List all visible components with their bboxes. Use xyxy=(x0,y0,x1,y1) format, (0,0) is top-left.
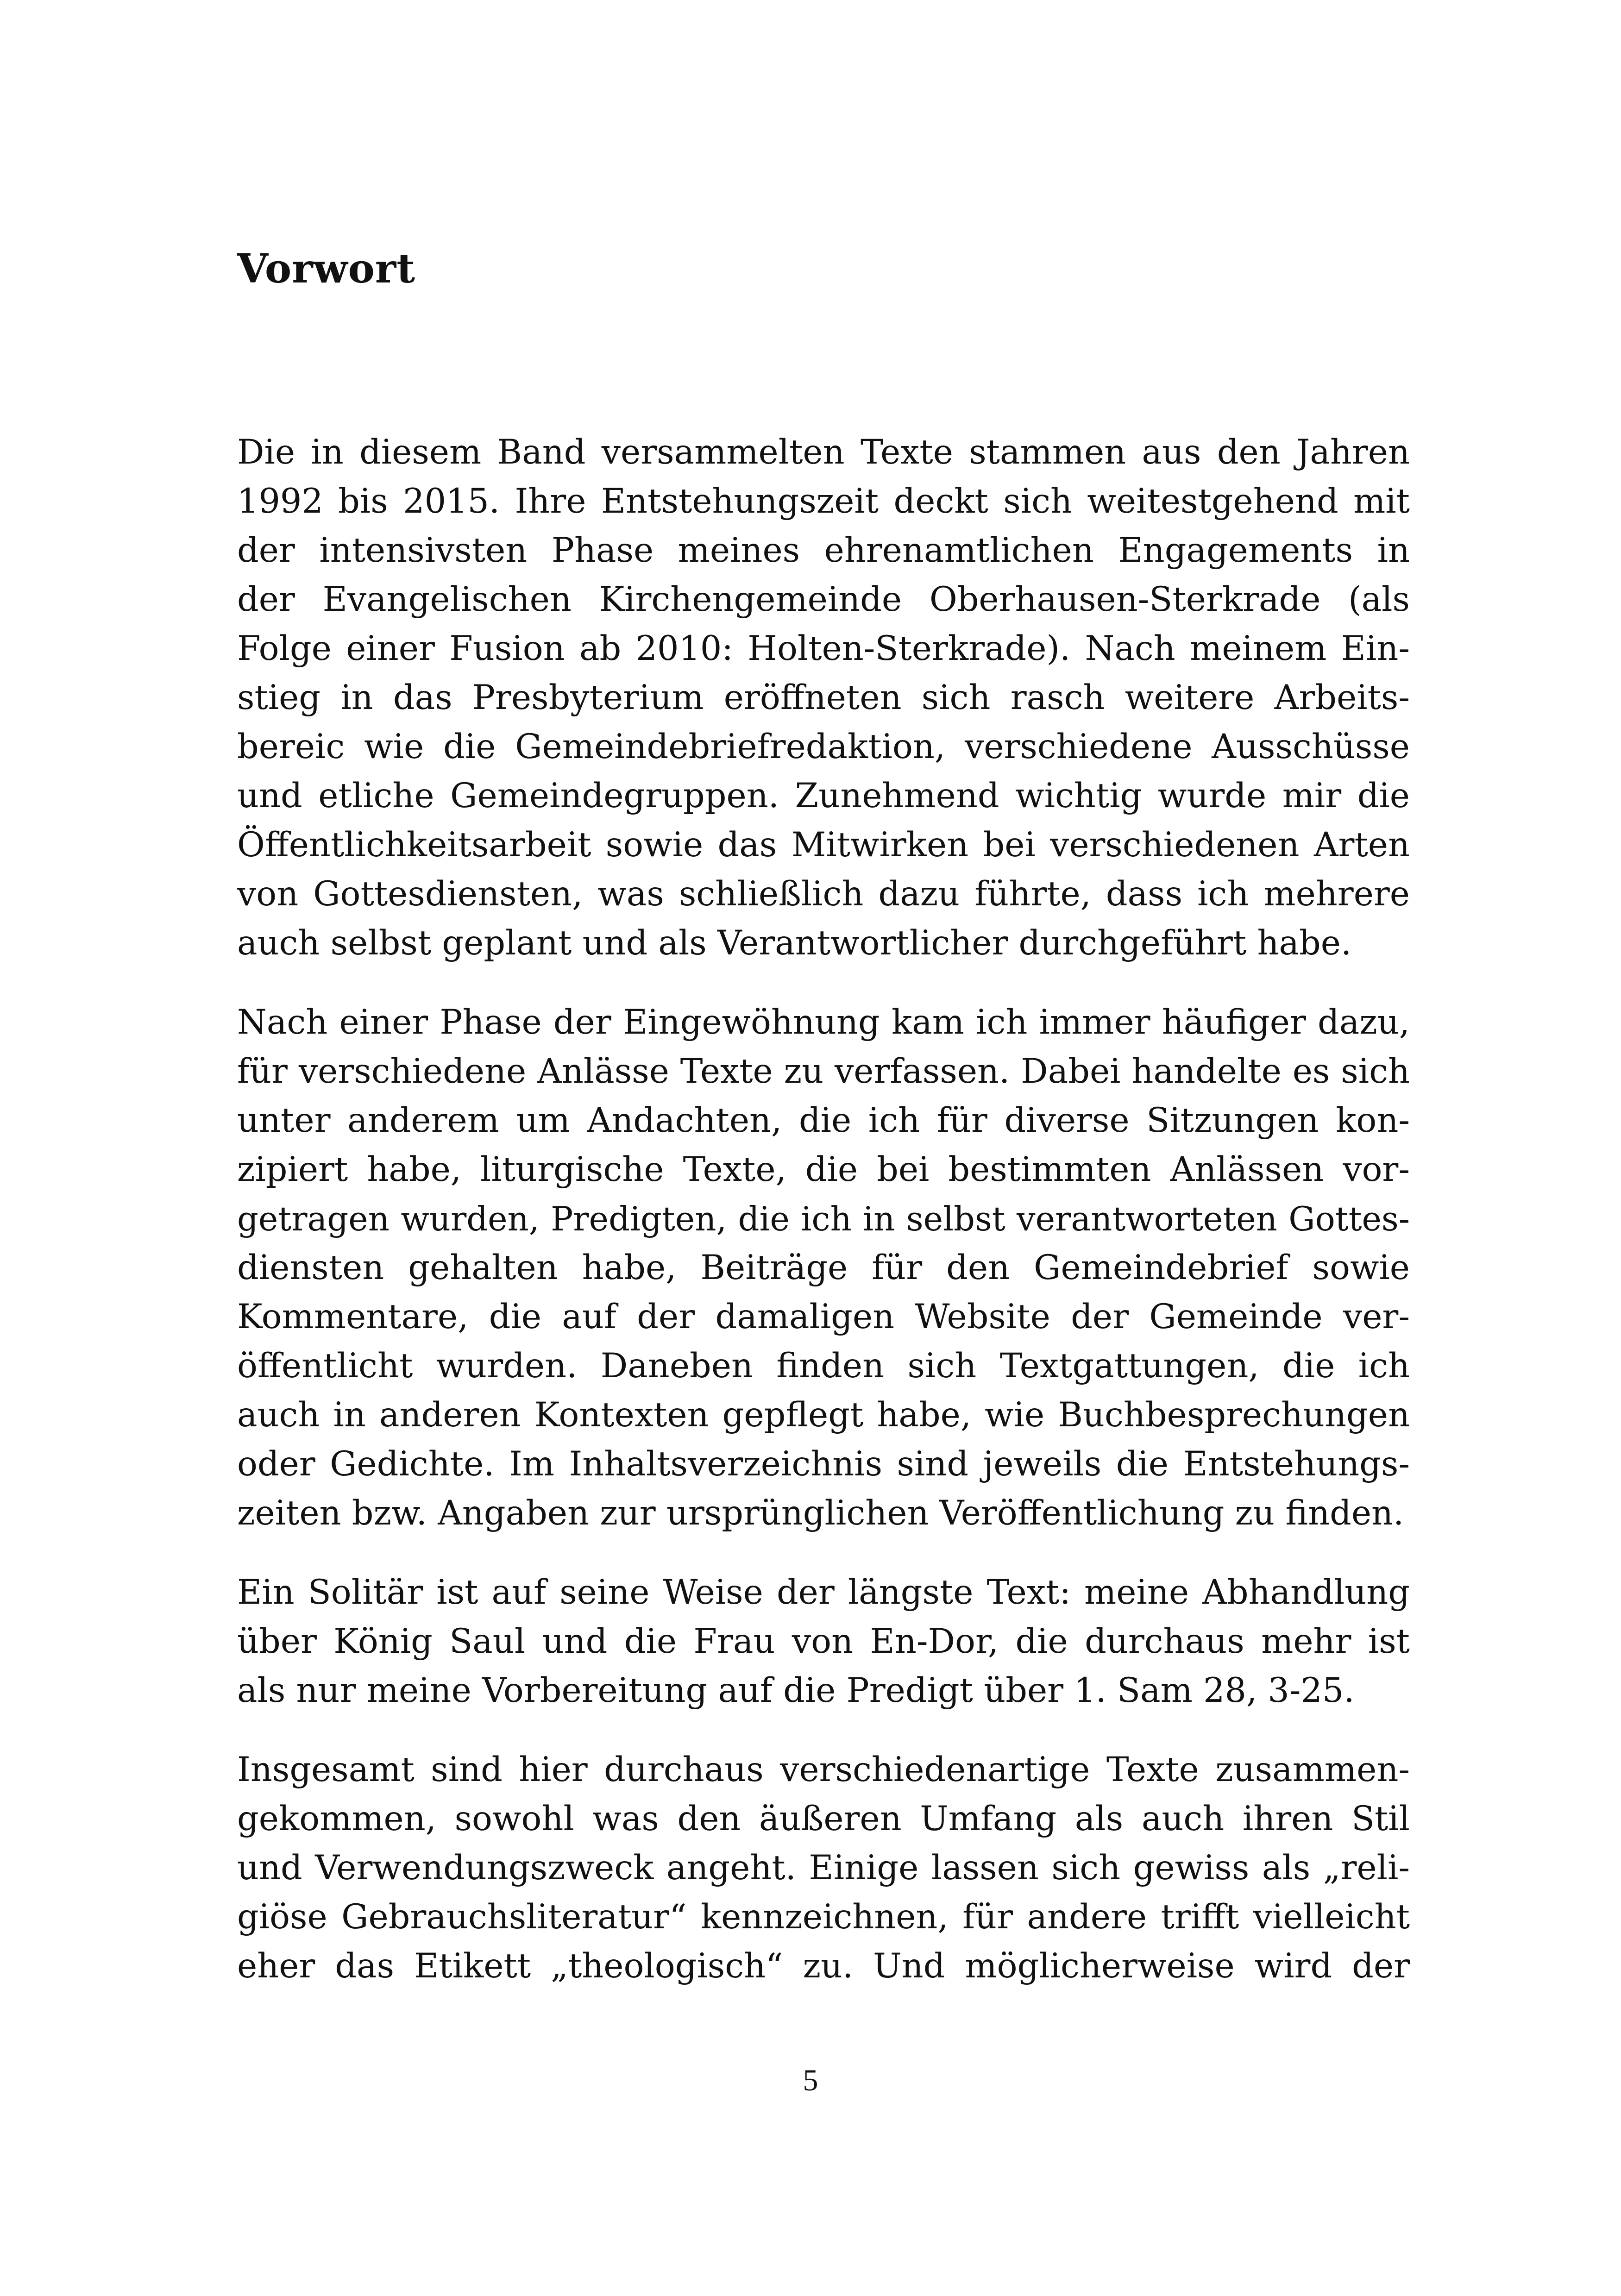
page-number: 5 xyxy=(803,2064,818,2097)
text-line: zipiert habe, liturgische Texte, die bei bestimmten Anlässen vor- xyxy=(237,1150,1410,1189)
text-line: und Verwendungszweck angeht. Einige lassen sich gewiss als „reli- xyxy=(237,1848,1410,1888)
text-line: stieg in das Presbyterium eröffneten sich rasch weitere Arbeits- xyxy=(237,678,1410,717)
body-text xyxy=(237,428,1410,2021)
text-line: getragen wurden, Predigten, die ich in selbst verantworteten Gottes- xyxy=(237,1199,1410,1238)
text-line: oder Gedichte. Im Inhaltsverzeichnis sind jeweils die Entstehungs- xyxy=(237,1444,1410,1484)
text-line: von Gottesdiensten, was schließlich dazu führte, dass ich mehrere xyxy=(237,874,1410,914)
text-line: Die in diesem Band versammelten Texte stammen aus den Jahren xyxy=(237,433,1410,472)
text-line: zeiten bzw. Angaben zur ursprünglichen Veröffentlichung zu finden. xyxy=(237,1493,1404,1533)
text-line: auch selbst geplant und als Verantwortlicher durchgeführt habe. xyxy=(237,923,1352,963)
text-line: der intensivsten Phase meines ehrenamtlichen Engagements in xyxy=(237,531,1410,570)
text-line: für verschiedene Anlässe Texte zu verfassen. Dabei handelte es sich xyxy=(237,1052,1410,1091)
text-line: öffentlicht wurden. Daneben finden sich Textgattungen, die ich xyxy=(237,1346,1410,1386)
text-line: über König Saul und die Frau von En-Dor, die durchaus mehr ist xyxy=(237,1622,1410,1661)
text-line: als nur meine Vorbereitung auf die Predigt über 1. Sam 28, 3-25. xyxy=(237,1671,1355,1710)
paragraph xyxy=(237,1568,1410,1715)
text-line: unter anderem um Andachten, die ich für diverse Sitzungen kon- xyxy=(237,1101,1410,1140)
text-line: Nach einer Phase der Eingewöhnung kam ich immer häufiger dazu, xyxy=(237,1003,1410,1042)
text-line: gekommen, sowohl was den äußeren Umfang als auch ihren Stil xyxy=(237,1799,1410,1838)
text-line: Kommentare, die auf der damaligen Website der Gemeinde ver- xyxy=(237,1297,1410,1336)
chapter-heading: Vorwort xyxy=(237,245,415,292)
text-line: auch in anderen Kontexten gepflegt habe, wie Buchbesprechungen xyxy=(237,1395,1410,1435)
paragraph xyxy=(237,998,1410,1538)
text-line: bereic wie die Gemeindebriefredaktion, verschiedene Ausschüsse xyxy=(237,727,1410,766)
text-line: und etliche Gemeindegruppen. Zunehmend wichtig wurde mir die xyxy=(237,776,1410,816)
paragraph xyxy=(237,428,1410,968)
text-line: 1992 bis 2015. Ihre Entstehungszeit deckt sich weitestgehend mit xyxy=(237,482,1410,521)
text-line: der Evangelischen Kirchengemeinde Oberhausen-Sterkrade (als xyxy=(237,580,1410,619)
text-line: Ein Solitär ist auf seine Weise der längste Text: meine Abhandlung xyxy=(237,1573,1410,1612)
paragraph xyxy=(237,1745,1410,1991)
text-line: Folge einer Fusion ab 2010: Holten-Sterkrade). Nach meinem Ein- xyxy=(237,629,1410,668)
text-line: Insgesamt sind hier durchaus verschiedenartige Texte zusammen- xyxy=(237,1750,1410,1789)
text-line: eher das Etikett „theologisch“ zu. Und möglicherweise wird der xyxy=(237,1946,1410,1986)
text-line: Öffentlichkeitsarbeit sowie das Mitwirken bei verschiedenen Arten xyxy=(237,825,1410,865)
text-line: giöse Gebrauchsliteratur“ kennzeichnen, für andere trifft vielleicht xyxy=(237,1897,1410,1937)
text-line: diensten gehalten habe, Beiträge für den Gemeindebrief sowie xyxy=(237,1248,1410,1287)
